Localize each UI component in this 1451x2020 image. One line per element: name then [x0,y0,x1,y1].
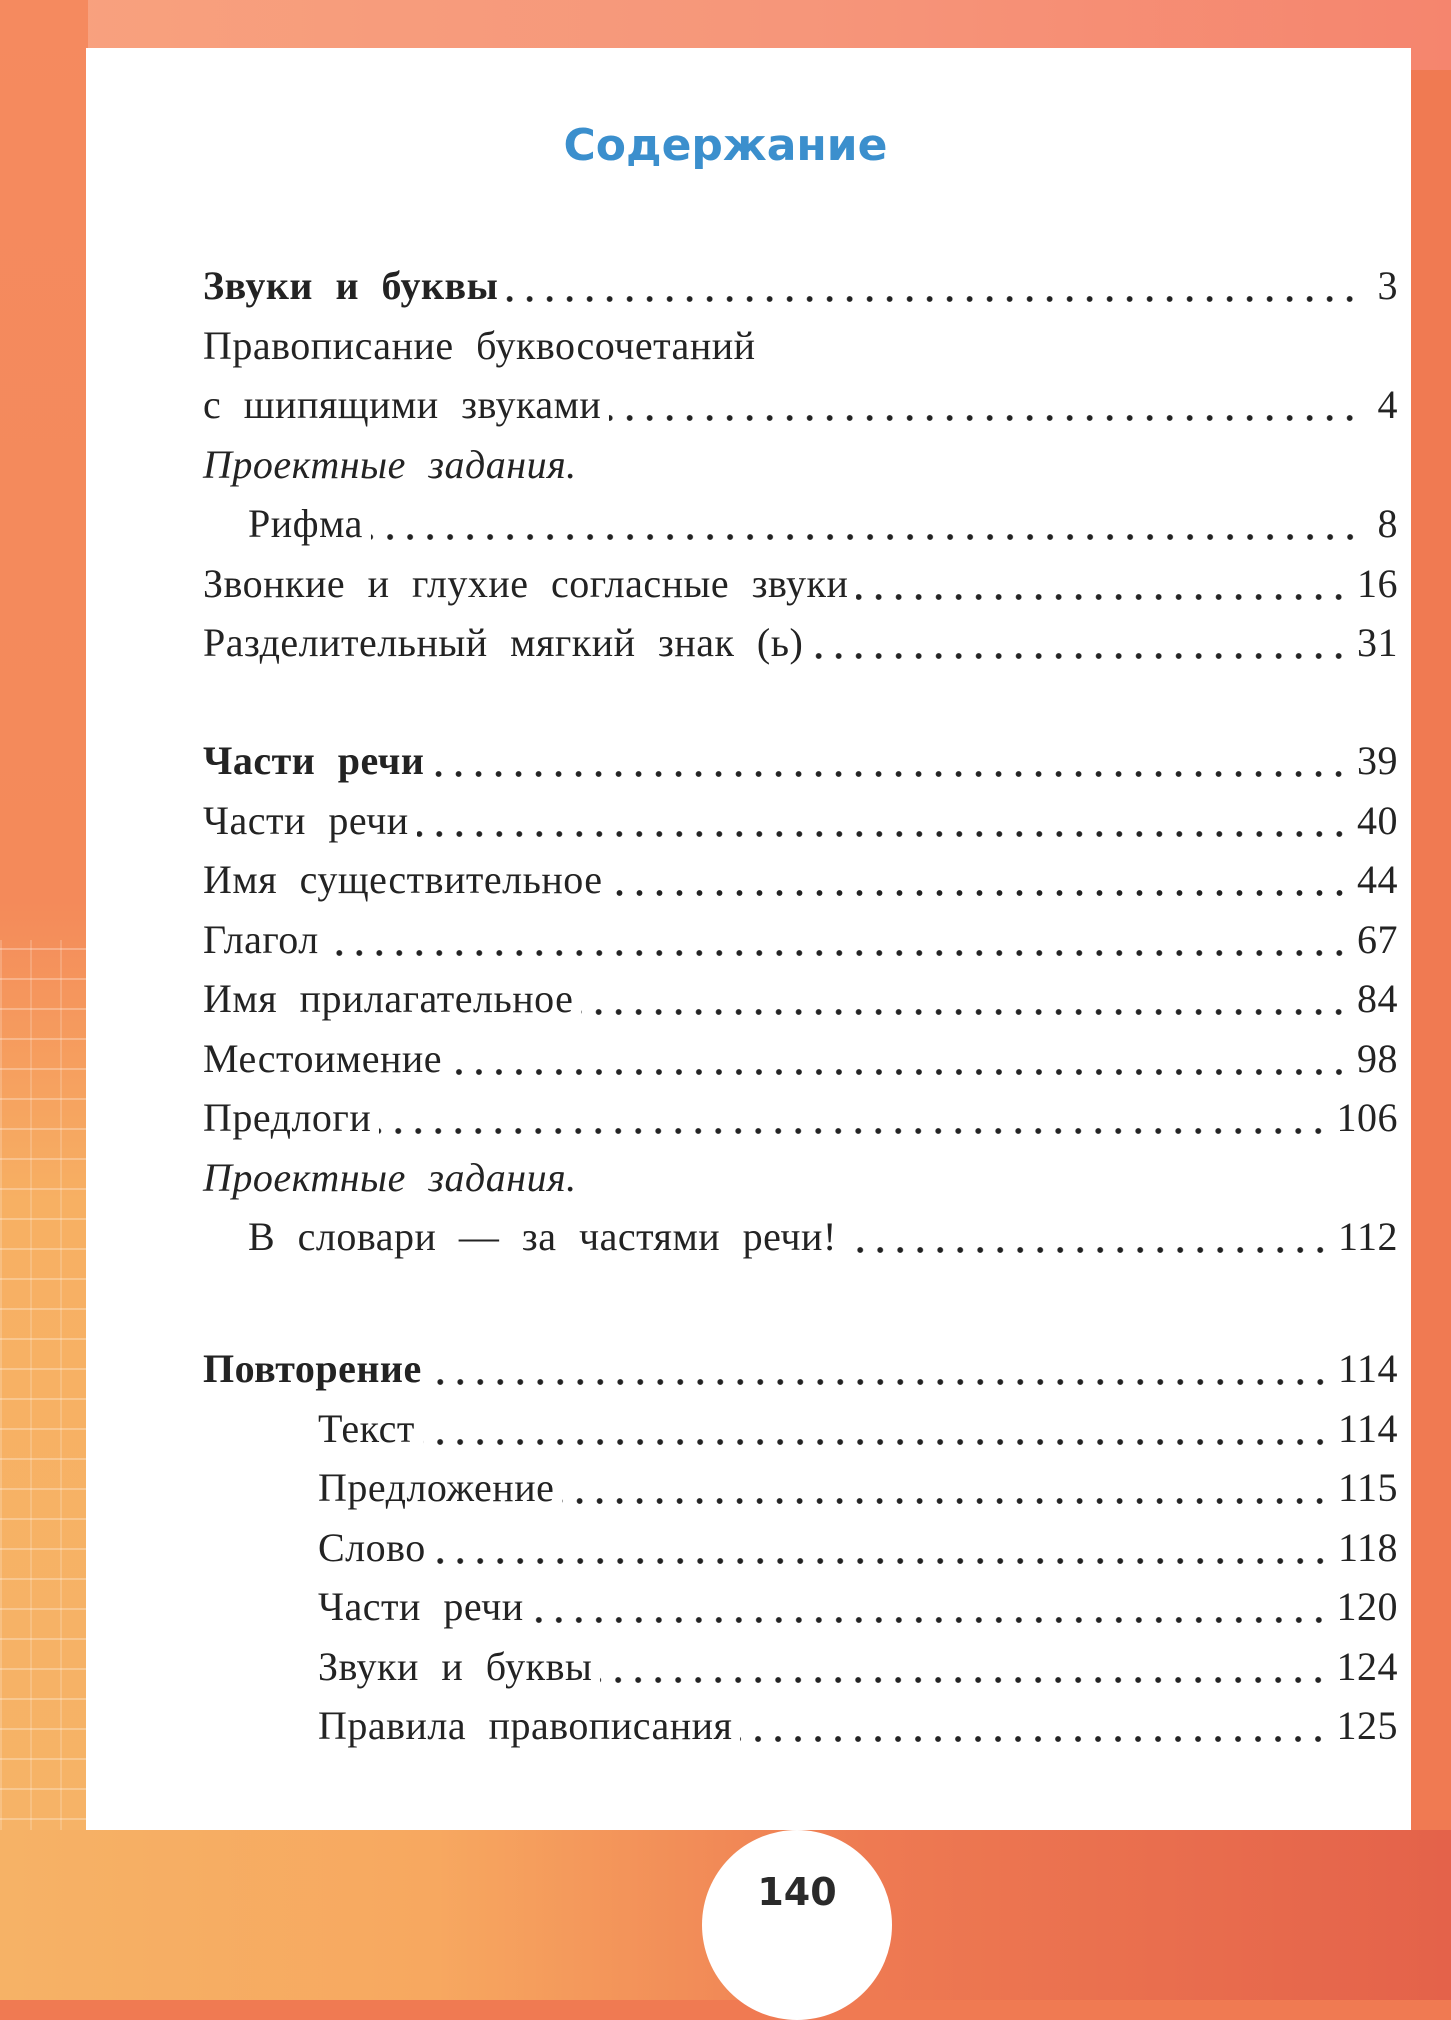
toc-dot-leader [611,890,1350,896]
toc-entry-label: Текст [318,1405,415,1451]
toc-entry-label: Проектные задания. [203,1154,577,1200]
toc-dot-leader [432,771,1349,777]
toc-entry-page: 67 [1357,916,1398,962]
toc-dot-leader [609,415,1360,421]
toc-entry [203,1035,1398,1087]
toc-entry [318,1583,1398,1635]
toc-entry-label: с шипящими звуками [203,382,602,427]
toc-dot-leader [506,296,1360,302]
toc-entry-page: 4 [1377,382,1398,427]
toc-entry [248,500,1398,552]
toc-entry-label: Проектные задания. [203,441,577,487]
toc-entry [203,1154,1398,1206]
toc-entry-label: Правила правописания [318,1703,733,1748]
toc-entry-label: Части речи [203,738,425,783]
page-title: Содержание [563,120,888,171]
toc-entry-page: 40 [1357,797,1398,843]
toc-entry-label: В словари — за частями речи! [248,1214,837,1259]
toc-entry [203,381,1398,433]
toc-entry-label: Предложение [318,1465,555,1510]
toc-entry-label: Глагол [203,916,319,962]
toc-entry-page: 114 [1337,1405,1398,1451]
toc-entry-page: 118 [1337,1524,1398,1570]
toc-dot-leader [450,1069,1349,1075]
toc-entry-page: 8 [1377,501,1398,546]
toc-entry [203,797,1398,849]
toc-dot-leader [434,1558,1330,1564]
toc-entry-label: Рифма [248,501,363,546]
toc-entry-label: Имя прилагательное [203,976,574,1021]
toc-entry-page: 114 [1337,1346,1398,1391]
toc-entry [203,262,1398,314]
toc-dot-leader [379,1128,1328,1134]
toc-entry [248,1213,1398,1265]
toc-entry-label: Звуки и буквы [203,263,499,308]
toc-dot-leader [371,534,1360,540]
toc-entry-label: Местоимение [203,1035,443,1081]
toc-entry-page: 16 [1357,560,1398,606]
toc-entry [318,1702,1398,1754]
toc-entry-label: Части речи [318,1584,524,1629]
toc-entry-label: Предлоги [203,1095,372,1140]
toc-entry-page: 31 [1357,620,1398,665]
toc-entry-page: 124 [1336,1643,1398,1689]
toc-entry [318,1405,1398,1457]
toc-dot-leader [600,1677,1328,1683]
toc-entry [203,1094,1398,1146]
toc-entry-label: Повторение [203,1346,422,1391]
toc-entry-label: Звонкие и глухие согласные звуки [203,560,849,606]
toc-entry-label: Части речи [203,797,409,843]
toc-entry-page: 120 [1336,1584,1398,1629]
toc-entry [203,1345,1398,1397]
toc-entry [203,322,1398,374]
toc-dot-leader [740,1736,1328,1742]
toc-entry [203,441,1398,493]
toc-entry-page: 125 [1336,1703,1398,1748]
toc-entry-page: 112 [1337,1214,1398,1259]
toc-entry [203,619,1398,671]
toc-entry-label: Разделительный мягкий знак (ь) [203,620,804,665]
toc-entry [203,856,1398,908]
toc-entry-label: Звуки и буквы [318,1643,593,1689]
toc-dot-leader [845,1247,1330,1253]
toc-dot-leader [430,1379,1330,1385]
toc-entry-page: 3 [1377,263,1398,308]
toc-entry-page: 106 [1336,1095,1398,1140]
toc-dot-leader [423,1439,1330,1445]
toc-entry-label: Имя существительное [203,857,603,902]
toc-entry [203,560,1398,612]
toc-dot-leader [811,653,1349,659]
toc-dot-leader [856,594,1349,600]
toc-entry [318,1464,1398,1516]
toc-entry-page: 44 [1357,857,1398,902]
toc-entry-label: Слово [318,1524,426,1570]
toc-entry [318,1643,1398,1695]
toc-entry-page: 115 [1337,1465,1398,1510]
toc-dot-leader [562,1498,1330,1504]
toc-entry-label: Правописание буквосочетаний [203,322,756,368]
toc-entry [318,1524,1398,1576]
toc-dot-leader [532,1617,1329,1623]
page-number: 140 [757,1870,837,1914]
toc-entry-page: 84 [1357,976,1398,1021]
page-number-tab [702,1830,892,2020]
toc-entry [203,975,1398,1027]
toc-dot-leader [327,950,1349,956]
toc-entry [203,737,1398,789]
toc-entry-page: 39 [1357,738,1398,783]
toc-dot-leader [417,831,1349,837]
toc-dot-leader [581,1009,1349,1015]
toc-entry [203,916,1398,968]
toc-entry-page: 98 [1357,1035,1398,1081]
